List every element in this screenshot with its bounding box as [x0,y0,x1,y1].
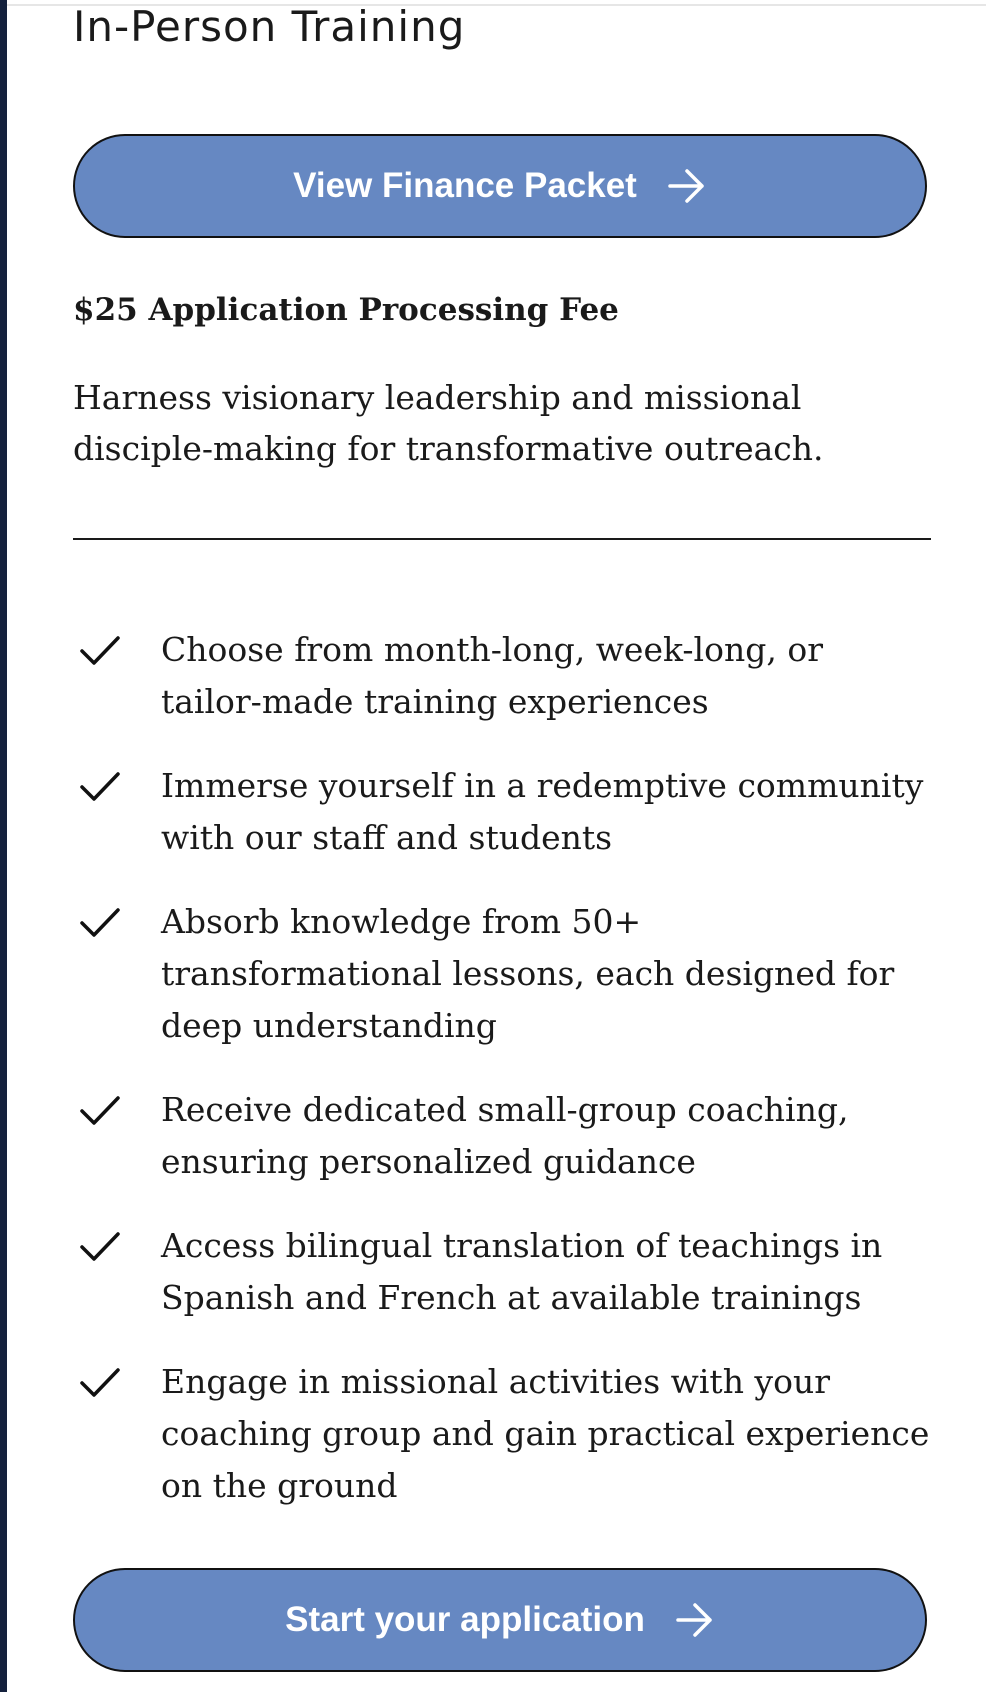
feature-text: Immerse yourself in a redemptive community with our staff and students [161,766,924,857]
feature-item [73,1220,931,1324]
check-icon [79,634,121,668]
feature-item [73,896,931,1052]
view-finance-packet-label: View Finance Packet [293,166,637,205]
feature-text: Choose from month-long, week-long, or tailor-made training experiences [161,630,823,721]
feature-text: Absorb knowledge from 50+ transformational lessons, each designed for deep understanding [161,902,895,1045]
application-fee: $25 Application Processing Fee [73,292,619,328]
feature-text: Receive dedicated small-group coaching, ensuring personalized guidance [161,1090,849,1181]
feature-text: Access bilingual translation of teachings in Spanish and French at available trainings [161,1226,883,1317]
card-description: Harness visionary leadership and missional disciple-making for transformative outreach. [73,378,824,468]
feature-item [73,624,931,728]
check-icon [79,906,121,940]
view-finance-packet-button[interactable] [73,134,927,238]
start-application-label: Start your application [285,1600,645,1639]
check-icon [79,770,121,804]
check-icon [79,1230,121,1264]
arrow-right-icon [675,1602,715,1638]
left-accent-bar [0,0,7,1692]
card-title: In-Person Training [73,2,466,51]
check-icon [79,1366,121,1400]
feature-item [73,1356,931,1512]
feature-item [73,760,931,864]
arrow-right-icon [667,168,707,204]
section-divider [73,538,931,540]
feature-text: Engage in missional activities with your coaching group and gain practical experience on the ground [161,1362,930,1505]
check-icon [79,1094,121,1128]
feature-item [73,1084,931,1188]
start-application-button[interactable] [73,1568,927,1672]
feature-list [73,624,931,1544]
